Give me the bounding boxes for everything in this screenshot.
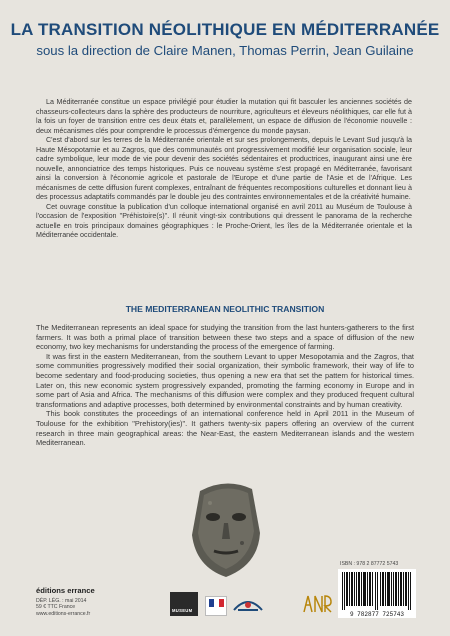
book-title: LA TRANSITION NÉOLITHIQUE EN MÉDITERRANÉE — [10, 20, 440, 39]
imprint-info — [36, 598, 90, 617]
publisher-name: éditions errance — [36, 586, 95, 595]
english-summary — [36, 323, 414, 448]
research-program-logo — [300, 590, 332, 616]
stone-mask-image — [180, 473, 272, 583]
english-paragraph: It was first in the eastern Mediterranean, from the southern Levant to upper Mesopotamia and the Zagros, that some communities progressively modified their social organization, their symbolic framework, their way of life to become sedentary and food-producing societies, thus opening a new era that set the pattern for historical times. Later on, this new economic system progressively expanded, promoting the farming economy in Europe and in some part of Asia and Africa. The mechanisms of this diffusion were complex and they produced frequent cultural transformations and adaptive processes, both determined by environmental constraints and by human creativity. — [36, 351, 414, 409]
price: 59 € TTC France — [36, 604, 76, 611]
french-paragraph: Cet ouvrage constitue la publication d'un colloque international organisé en avril 2011 au Muséum de Toulouse à l'occasion de l'exposition "Préhistoire(s)". Il réunit vingt-six contributions qui dressent le panorama de la recherche actuelle en trois principaux domaines géographiques : le Proche-Orient, les îles de la Méditerranée orientale et la Méditerranée occidentale. — [36, 202, 412, 239]
isbn-label: ISBN : 978 2 87772 5743 — [340, 561, 399, 567]
french-republic-logo — [205, 596, 227, 616]
museum-logo — [170, 592, 198, 616]
website-link[interactable]: www.editions-errance.fr — [36, 610, 91, 617]
barcode-number: 9 782877 725743 — [338, 611, 416, 618]
english-paragraph: The Mediterranean represents an ideal space for studying the transition from the last hunters-gatherers to the first farmers. It was both a primal place of transition between these two steps and a space of diffusion of the new economy, two key mechanisms for understanding the process of the emergence of farming. — [36, 323, 414, 352]
french-summary — [36, 98, 412, 241]
legal-deposit: DÉP. LÉG. : mai 2014 — [36, 598, 87, 604]
french-paragraph: C'est d'abord sur les terres de la Méditerranée orientale et sur ses prolongements, depuis le Levant Sud jusqu'à la Haute Mésopotamie et au Zagros, que des communautés ont progressivement modifié leur organisation sociale, leur cadre symbolique, leur mode de vie pour devenir des sociétés sédentaires et productrices, inaugurant ainsi une ère nouvelle, annonciatrice des temps historiques. Puis ce nouveau système s'est propagé en Méditerranée, favorisant ainsi la conversion à l'économie agricole et pastorale de l'Europe et d'une partie de l'Asie et de l'Afrique. Les mécanismes de cette diffusion furent complexes, entraînant de fréquentes recompositions culturelles et donnant lieu à des processus adaptatifs commandés par le double jeu des contraintes environnementales et de la créativité humaine. — [36, 136, 412, 201]
french-paragraph: La Méditerranée constitue un espace privilégié pour étudier la mutation qui fit basculer les anciennes sociétés de chasseurs-collecteurs dans la sphère des producteurs de nourriture, agriculteurs et éleveurs néolithiques, car elle fut à la fois un foyer de transition entre ces deux états et, parallèlement, un espace de diffusion de l'économie nouvelle : deux mécanismes clés pour comprendre le processus d'émergence du monde paysan. — [36, 98, 412, 135]
museum-logo-text: MUSEUM — [172, 608, 193, 613]
aep-logo — [232, 594, 264, 614]
barcode — [338, 569, 416, 611]
book-subtitle: sous la direction de Claire Manen, Thomas Perrin, Jean Guilaine — [36, 43, 414, 58]
english-paragraph: This book constitutes the proceedings of an international conference held in April 2011 in the Museum of Toulouse for the exhibition "Prehistory(ies)". It gathers twenty-six papers offering an overview of the current research in three main geographical areas: the Near-East, the eastern Mediterranean islands and the western Mediterranean. — [36, 409, 414, 448]
english-section-title: THE MEDITERRANEAN NEOLITHIC TRANSITION — [125, 304, 325, 314]
